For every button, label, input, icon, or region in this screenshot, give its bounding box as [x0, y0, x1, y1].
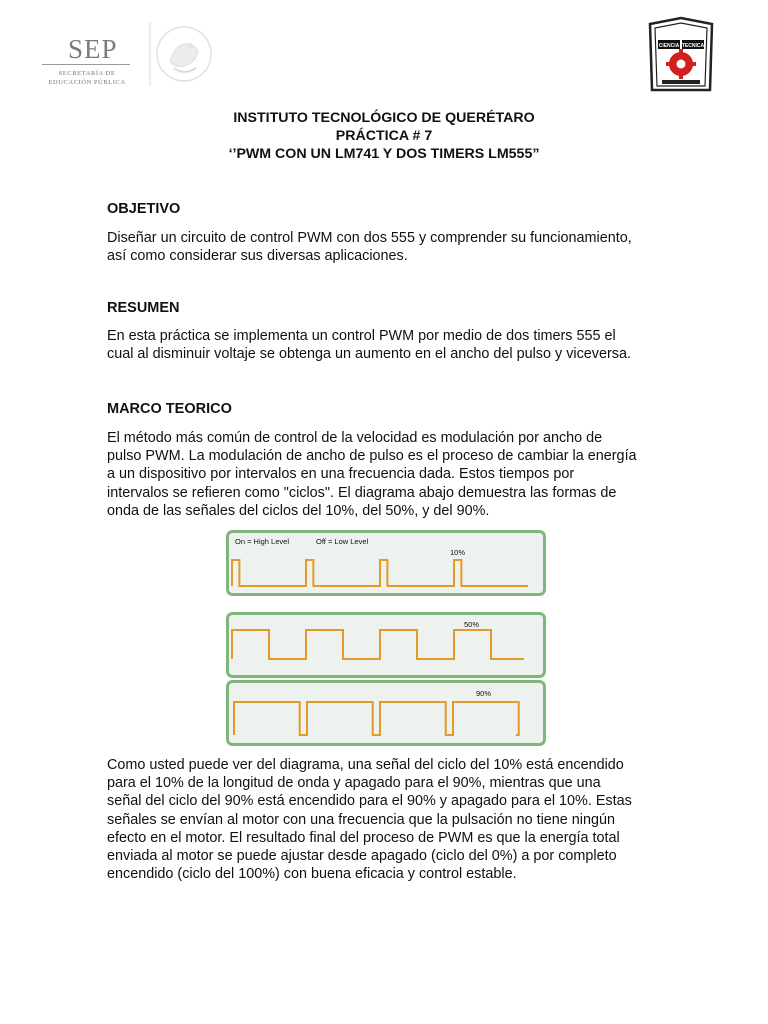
marco-line1: El método más común de control de la velocidad es modulación por ancho de	[107, 430, 603, 446]
mexico-crest-icon	[146, 18, 214, 90]
sep-logo-subtitle-line1: SECRETARÍA DE	[58, 70, 116, 77]
pwm-diagram	[226, 530, 546, 746]
svg-text:TECNICA: TECNICA	[681, 43, 705, 49]
resumen-paragraph	[107, 327, 662, 363]
pwm-panel-10	[226, 530, 546, 596]
document-title-line3: ‘’PWM CON UN LM741 Y DOS TIMERS LM555”	[228, 146, 540, 162]
objetivo-line1: Diseñar un circuito de control PWM con dos 555 y comprender su funcionamiento,	[107, 230, 632, 246]
explanation-line7: encendido (ciclo del 100%) con buena eficacia y control estable.	[107, 866, 517, 883]
marco-line4: intervalos se refieren como "ciclos". El diagrama abajo demuestra las formas de	[107, 484, 617, 501]
objetivo-paragraph	[107, 229, 662, 265]
explanation-line1: Como usted puede ver del diagrama, una señal del ciclo del 10% está encendido	[107, 757, 624, 773]
legend-on-label: On = High Level	[235, 537, 289, 546]
objetivo-heading: OBJETIVO	[107, 201, 181, 217]
document-title-line1: INSTITUTO TECNOLÓGICO DE QUERÉTARO	[233, 110, 535, 126]
pwm-panel-50	[226, 612, 546, 678]
explanation-line6: enviada al motor se puede ajustar desde apagado (ciclo del 0%) a por completo	[107, 848, 617, 865]
document-title-line2: PRÁCTICA # 7	[335, 128, 433, 144]
resumen-line2: cual al disminuir voltaje se obtenga un aumento en el ancho del pulso y viceversa.	[107, 346, 631, 363]
resumen-heading: RESUMEN	[107, 300, 180, 316]
duty-label-10: 10%	[450, 548, 466, 557]
marco-line5: onda de las señales del ciclos del 10%, del 50%, y del 90%.	[107, 502, 490, 519]
duty-label-50: 50%	[464, 620, 480, 629]
svg-text:CIENCIA: CIENCIA	[658, 43, 680, 49]
legend-off-label: Off = Low Level	[316, 537, 369, 546]
explanation-line2: para el 10% de la longitud de onda y apagado para el 90%, mientras que una	[107, 775, 601, 792]
explanation-line4: señales se envían al motor con una frecuencia que la pulsación no tiene ningún	[107, 811, 616, 828]
marco-line2: pulso PWM. La modulación de ancho de pulso es el proceso de cambiar la energía	[107, 448, 637, 465]
marco-line3: a un dispositivo por intervalos en una frecuencia dada. Estos tiempos por	[107, 466, 575, 483]
itq-emblem-icon	[644, 16, 718, 96]
explanation-paragraph	[107, 756, 662, 883]
marco-teorico-paragraph	[107, 429, 662, 520]
duty-label-90: 90%	[476, 689, 492, 698]
sep-logo-rule	[42, 64, 130, 65]
objetivo-line2: así como considerar sus diversas aplicaciones.	[107, 248, 408, 265]
explanation-line5: efecto en el motor. El resultado final del proceso de PWM es que la energía total	[107, 829, 620, 846]
resumen-line1: En esta práctica se implementa un control PWM por medio de dos timers 555 el	[107, 328, 616, 344]
marco-teorico-heading: MARCO TEORICO	[107, 401, 232, 417]
sep-logo-subtitle	[42, 69, 132, 87]
explanation-line3: señal del ciclo del 90% está encendido para el 90% y apagado para el 10%. Estas	[107, 793, 632, 810]
sep-logo-wordmark: SEP	[68, 34, 118, 64]
pwm-panel-90	[226, 680, 546, 746]
sep-logo-subtitle-line2: EDUCACIÓN PÚBLICA	[48, 79, 126, 86]
